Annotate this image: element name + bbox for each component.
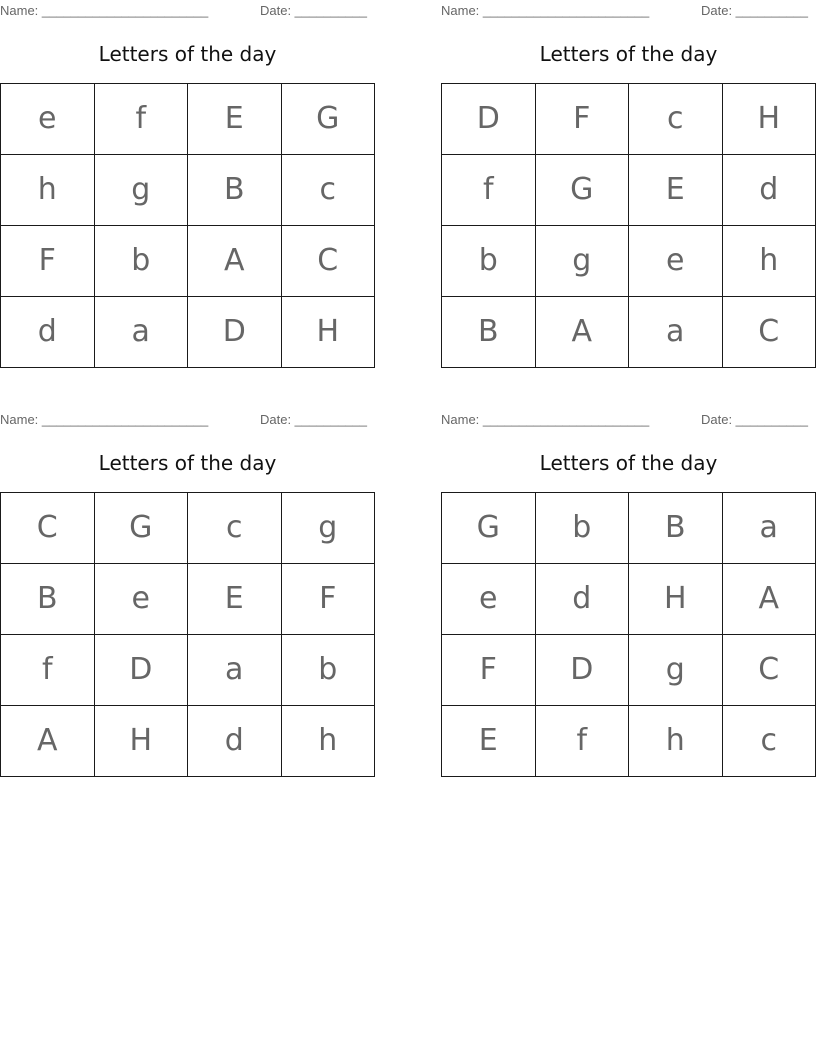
letter-cell: A <box>188 226 282 297</box>
letter-cell: D <box>94 635 188 706</box>
letter-cell: F <box>442 635 536 706</box>
grid-row <box>1 564 375 635</box>
letter-cell: D <box>535 635 629 706</box>
letter-cell: G <box>535 155 629 226</box>
letter-cell: f <box>1 635 95 706</box>
header-row <box>0 3 375 19</box>
date-line: Date: __________ <box>701 3 808 18</box>
letter-cell: e <box>442 564 536 635</box>
letter-cell: b <box>94 226 188 297</box>
letter-cell: f <box>535 706 629 777</box>
grid-row <box>442 226 816 297</box>
letter-cell: e <box>94 564 188 635</box>
worksheet-title: Letters of the day <box>539 451 718 475</box>
grid-row <box>1 635 375 706</box>
letter-cell: D <box>442 84 536 155</box>
name-line: Name: _______________________ <box>0 3 209 18</box>
name-line: Name: _______________________ <box>441 412 650 427</box>
letter-cell: B <box>629 493 723 564</box>
grid-row <box>442 635 816 706</box>
letter-cell: C <box>1 493 95 564</box>
grid-row <box>1 155 375 226</box>
grid-row <box>442 155 816 226</box>
letter-cell: B <box>442 297 536 368</box>
grid-row <box>1 297 375 368</box>
worksheet-title: Letters of the day <box>539 42 718 66</box>
date-line: Date: __________ <box>260 412 367 427</box>
worksheet-title: Letters of the day <box>98 42 277 66</box>
letter-cell: g <box>629 635 723 706</box>
header-row <box>441 412 816 428</box>
letter-cell: b <box>281 635 375 706</box>
date-line: Date: __________ <box>260 3 367 18</box>
grid-row <box>1 706 375 777</box>
letter-cell: G <box>281 84 375 155</box>
letter-cell: d <box>1 297 95 368</box>
letter-cell: E <box>442 706 536 777</box>
letter-cell: H <box>94 706 188 777</box>
letter-cell: e <box>1 84 95 155</box>
header-row <box>441 3 816 19</box>
letter-cell: H <box>722 84 816 155</box>
letter-cell: A <box>535 297 629 368</box>
letter-grid <box>441 492 816 777</box>
letter-cell: F <box>281 564 375 635</box>
grid-row <box>1 493 375 564</box>
letter-cell: D <box>188 297 282 368</box>
letter-cell: C <box>722 297 816 368</box>
grid-row <box>442 297 816 368</box>
letter-cell: F <box>535 84 629 155</box>
worksheet <box>0 0 375 365</box>
letter-cell: a <box>629 297 723 368</box>
grid-row <box>442 706 816 777</box>
letter-cell: g <box>281 493 375 564</box>
letter-cell: E <box>188 564 282 635</box>
worksheet <box>441 409 816 774</box>
letter-grid <box>0 83 375 368</box>
letter-cell: d <box>722 155 816 226</box>
letter-cell: a <box>722 493 816 564</box>
letter-cell: H <box>629 564 723 635</box>
letter-cell: E <box>629 155 723 226</box>
grid-row <box>442 493 816 564</box>
date-line: Date: __________ <box>701 412 808 427</box>
letter-cell: b <box>535 493 629 564</box>
worksheet <box>441 0 816 365</box>
letter-cell: c <box>722 706 816 777</box>
grid-row <box>442 564 816 635</box>
letter-cell: B <box>188 155 282 226</box>
letter-cell: h <box>629 706 723 777</box>
name-line: Name: _______________________ <box>441 3 650 18</box>
letter-cell: f <box>442 155 536 226</box>
letter-cell: c <box>629 84 723 155</box>
letter-cell: a <box>94 297 188 368</box>
letter-cell: d <box>188 706 282 777</box>
letter-cell: E <box>188 84 282 155</box>
letter-cell: A <box>722 564 816 635</box>
header-row <box>0 412 375 428</box>
letter-cell: A <box>1 706 95 777</box>
letter-cell: h <box>281 706 375 777</box>
letter-cell: c <box>188 493 282 564</box>
name-line: Name: _______________________ <box>0 412 209 427</box>
letter-grid <box>0 492 375 777</box>
letter-cell: G <box>442 493 536 564</box>
grid-row <box>1 84 375 155</box>
letter-cell: a <box>188 635 282 706</box>
letter-cell: G <box>94 493 188 564</box>
letter-grid <box>441 83 816 368</box>
letter-cell: f <box>94 84 188 155</box>
letter-cell: e <box>629 226 723 297</box>
letter-cell: B <box>1 564 95 635</box>
letter-cell: b <box>442 226 536 297</box>
grid-row <box>442 84 816 155</box>
letter-cell: C <box>281 226 375 297</box>
letter-cell: C <box>722 635 816 706</box>
worksheet-title: Letters of the day <box>98 451 277 475</box>
letter-cell: g <box>535 226 629 297</box>
letter-cell: c <box>281 155 375 226</box>
letter-cell: d <box>535 564 629 635</box>
letter-cell: g <box>94 155 188 226</box>
worksheet <box>0 409 375 774</box>
letter-cell: H <box>281 297 375 368</box>
grid-row <box>1 226 375 297</box>
letter-cell: h <box>1 155 95 226</box>
letter-cell: h <box>722 226 816 297</box>
letter-cell: F <box>1 226 95 297</box>
